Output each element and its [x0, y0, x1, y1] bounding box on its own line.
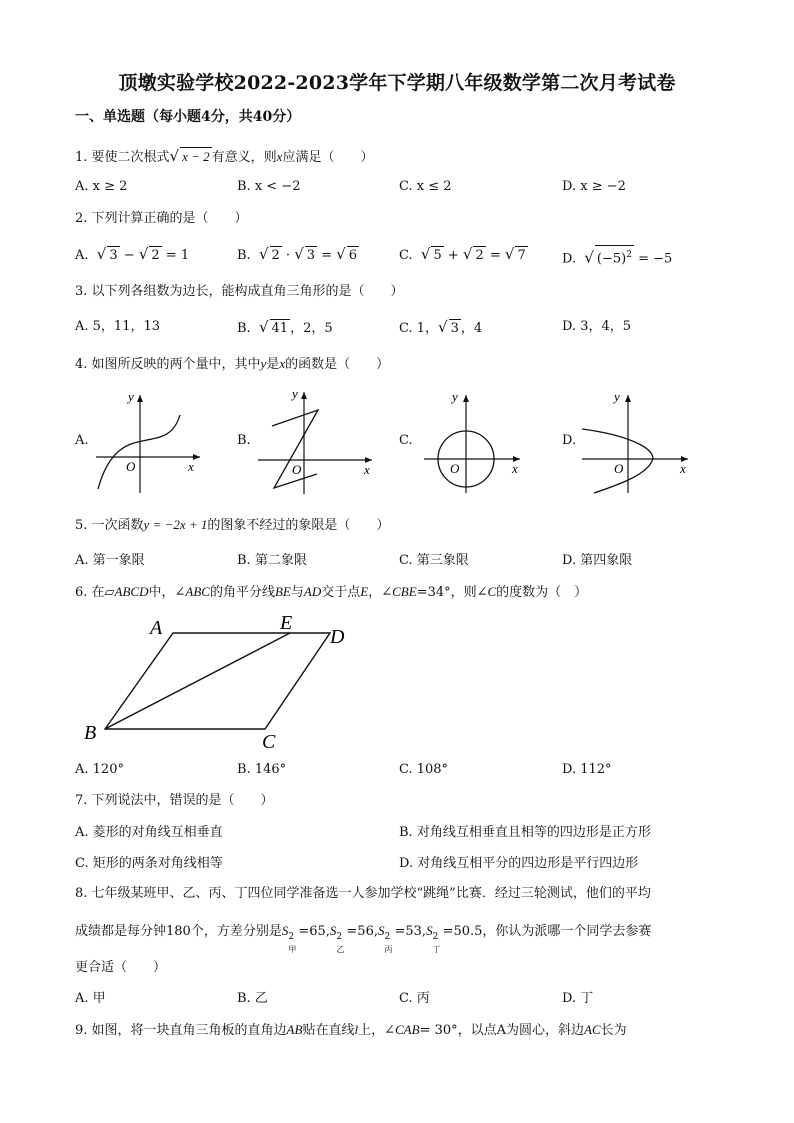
graph-c-y-label: y	[452, 389, 458, 404]
question-8-option-a[interactable]: A. 甲	[75, 991, 106, 1006]
question-8-option-d[interactable]: D. 丁	[562, 991, 594, 1006]
vertex-e-label: E	[280, 612, 293, 634]
graph-a-y-label: y	[128, 389, 134, 404]
question-4-option-b[interactable]: B.	[237, 433, 251, 448]
question-5-option-c[interactable]: C. 第三象限	[399, 553, 469, 568]
question-5-option-b[interactable]: B. 第二象限	[237, 553, 307, 568]
question-7-option-b[interactable]: B. 对角线互相垂直且相等的四边形是正方形	[399, 825, 651, 840]
graph-d-y-label: y	[614, 389, 620, 404]
question-1-option-a[interactable]: A. x ≥ 2	[75, 179, 128, 194]
vertex-b-label: B	[84, 722, 97, 744]
graph-a-origin: O	[126, 459, 136, 474]
question-7-stem: 7. 下列说法中，错误的是（ ）	[75, 793, 274, 808]
question-8-line-3: 更合适（ ）	[75, 960, 167, 975]
question-8-option-b[interactable]: B. 乙	[237, 991, 268, 1006]
graph-c	[420, 385, 532, 497]
question-1-stem: 1. 要使二次根式√ x − 2 有意义，则x应满足（ ）	[75, 147, 374, 165]
vertex-c-label: C	[262, 731, 276, 753]
question-3-option-c[interactable]: C. 1，√ 3 ，4	[399, 318, 483, 336]
question-2-option-c[interactable]: C. √ 5 + √ 2 = √ 7	[399, 245, 526, 263]
graph-b-y-label: y	[292, 386, 298, 401]
parallelogram-figure	[80, 606, 370, 756]
question-1-option-d[interactable]: D. x ≥ −2	[562, 179, 626, 194]
question-6-option-c[interactable]: C. 108°	[399, 762, 449, 777]
question-5-option-a[interactable]: A. 第一象限	[75, 553, 145, 568]
graph-a	[92, 385, 212, 497]
question-3-option-a[interactable]: A. 5，11，13	[75, 319, 161, 334]
question-3-option-d[interactable]: D. 3，4，5	[562, 319, 632, 334]
question-8-line-1: 8. 七年级某班甲、乙、丙、丁四位同学准备选一人参加学校“跳绳”比赛．经过三轮测试，他们的平均	[75, 886, 651, 901]
question-7-option-d[interactable]: D. 对角线互相平分的四边形是平行四边形	[399, 856, 639, 871]
question-9-stem: 9. 如图，将一块直角三角板的直角边AB贴在直线l上，∠CAB= 30°，以点A为圆心，斜边AC长为	[75, 1022, 627, 1038]
graph-b-x-label: x	[364, 462, 370, 477]
graph-d	[578, 385, 693, 497]
question-8-line-2: 成绩都是每分钟180个，方差分别是S 2 甲 =65,S 2 乙 =56,S 2 丙 =53,S 2 丁 =50.5，你认为派哪一个同学去参赛	[75, 923, 652, 954]
page-title: 顶墩实验学校2022-2023学年下学期八年级数学第二次月考试卷	[118, 72, 676, 94]
question-5-stem: 5. 一次函数y = −2x + 1的图象不经过的象限是（ ）	[75, 517, 390, 533]
section-heading: 一、单选题（每小题4分，共40分）	[75, 109, 301, 125]
question-5-option-d[interactable]: D. 第四象限	[562, 553, 633, 568]
question-3-option-b[interactable]: B. √ 41 ，2，5	[237, 318, 333, 336]
question-6-stem: 6. 在▱ABCD中，∠ABC的角平分线BE与AD交于点E，∠CBE=34°，则∠C的度数为（ ）	[75, 584, 588, 600]
question-8-option-c[interactable]: C. 丙	[399, 991, 430, 1006]
graph-c-x-label: x	[512, 461, 518, 476]
question-6-option-b[interactable]: B. 146°	[237, 762, 287, 777]
question-4-stem: 4. 如图所反映的两个量中，其中y是x的函数是（ ）	[75, 356, 390, 372]
graph-d-x-label: x	[680, 461, 686, 476]
question-1-option-c[interactable]: C. x ≤ 2	[399, 179, 452, 194]
question-4-option-c[interactable]: C.	[399, 433, 413, 448]
question-7-option-a[interactable]: A. 菱形的对角线互相垂直	[75, 825, 223, 840]
question-2-option-b[interactable]: B. √ 2 · √ 3 = √ 6	[237, 245, 358, 263]
question-1-option-b[interactable]: B. x < −2	[237, 179, 301, 194]
question-4-option-a[interactable]: A.	[75, 433, 89, 448]
vertex-d-label: D	[330, 626, 345, 648]
question-2-option-a[interactable]: A. √ 3 − √ 2 = 1	[75, 245, 190, 263]
question-3-stem: 3. 以下列各组数为边长，能构成直角三角形的是（ ）	[75, 284, 404, 299]
question-6-option-a[interactable]: A. 120°	[75, 762, 124, 777]
question-6-option-d[interactable]: D. 112°	[562, 762, 612, 777]
graph-b	[254, 382, 382, 497]
vertex-a-label: A	[150, 617, 163, 639]
graph-c-origin: O	[450, 461, 460, 476]
question-7-option-c[interactable]: C. 矩形的两条对角线相等	[75, 856, 223, 871]
question-2-option-d[interactable]: D. √ $(-5)^2 = -5$	[562, 245, 672, 268]
graph-a-x-label: x	[188, 459, 194, 474]
graph-d-origin: O	[614, 461, 624, 476]
graph-b-origin: O	[292, 462, 302, 477]
question-2-stem: 2. 下列计算正确的是（ ）	[75, 211, 248, 226]
question-4-option-d[interactable]: D.	[562, 433, 577, 448]
